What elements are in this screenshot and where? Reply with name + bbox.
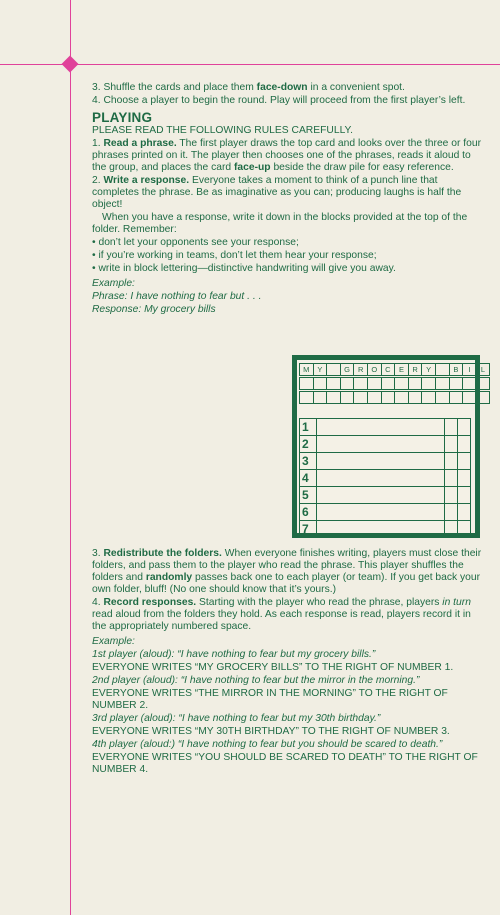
response-row xyxy=(299,469,471,487)
letter-block: O xyxy=(367,363,382,376)
step-number: 2. xyxy=(92,175,104,186)
example-writes: EVERYONE WRITES “MY GROCERY BILLS” TO THE RIGHT OF NUMBER 1. xyxy=(92,662,454,673)
text: 3. Shuffle the cards and place them xyxy=(92,82,257,93)
margin-guide-vertical xyxy=(70,0,71,915)
example-aloud: 2nd player (aloud): “I have nothing to fear but the mirror in the morning.” xyxy=(92,675,420,686)
letter-block xyxy=(435,363,450,376)
bold-text: randomly xyxy=(145,572,193,583)
section-heading-playing: PLAYING xyxy=(92,110,153,125)
row-number: 3 xyxy=(302,454,309,468)
letter-block: Y xyxy=(313,363,328,376)
text: When everyone finishes writing, players must close their folders, and pass them to the player who read the phrase. This player shuffles the folders and xyxy=(92,548,482,583)
step-title: Read a phrase. xyxy=(103,138,177,149)
response-folder-illustration xyxy=(292,355,486,538)
text: passes back one to each player (or team). If you get back your own folder, bluff! (No one should know that it’s yours.) xyxy=(92,572,481,595)
response-row xyxy=(299,435,471,453)
text: read aloud from the folders they hold. As each response is read, players record it in the appropriately numbered space. xyxy=(92,609,471,632)
row-number: 2 xyxy=(302,437,309,451)
response-row xyxy=(299,452,471,470)
response-row xyxy=(299,486,471,504)
example-writes: EVERYONE WRITES “THE MIRROR IN THE MORNING” TO THE RIGHT OF NUMBER 2. xyxy=(92,688,448,711)
row-number: 6 xyxy=(302,505,309,519)
text: in a convenient spot. xyxy=(307,82,405,93)
example-aloud: 4th player (aloud:) “I have nothing to fear but you should be scared to death.” xyxy=(92,739,443,750)
bullet-item: • don’t let your opponents see your response; xyxy=(92,237,482,249)
letter-block: B xyxy=(449,363,464,376)
bullet-item: • write in block lettering—distinctive handwriting will give you away. xyxy=(92,263,482,275)
bold-text: face-up xyxy=(233,162,271,173)
step-title: Record responses. xyxy=(103,597,197,608)
folder-sheet xyxy=(297,360,486,536)
letter-block: Y xyxy=(421,363,436,376)
playing-step-2-para: When you have a response, write it down in the blocks provided at the top of the folder. Remember: xyxy=(92,212,468,235)
text: beside the draw pile for easy reference. xyxy=(270,162,454,173)
setup-step-4: 4. Choose a player to begin the round. Play will proceed from the first player’s left. xyxy=(92,95,466,106)
response-row xyxy=(299,418,471,436)
playing-step-2 xyxy=(92,175,482,211)
text: The first player draws the top card and looks over the three or four phrases printed on it. The player then chooses one of the phrases, reads it aloud to the group, and places the card xyxy=(92,138,482,173)
example-writes: EVERYONE WRITES “YOU SHOULD BE SCARED TO DEATH” TO THE RIGHT OF NUMBER 4. xyxy=(92,752,478,775)
step-number: 4. xyxy=(92,597,104,608)
example-aloud: 3rd player (aloud): “I have nothing to fear but my 30th birthday.” xyxy=(92,713,381,724)
step-3-redistribute xyxy=(92,548,482,596)
step-number: 1. xyxy=(92,138,104,149)
row-number: 4 xyxy=(302,471,309,485)
letter-block: G xyxy=(340,363,355,376)
example-phrase: Phrase: I have nothing to fear but . . . xyxy=(92,291,262,302)
letter-block: C xyxy=(381,363,396,376)
letter-block: M xyxy=(299,363,314,376)
letter-block: R xyxy=(353,363,368,376)
text: Everyone takes a moment to think of a punch line that completes the phrase. Be as imaginative as you can; producing laughs is half the object! xyxy=(92,175,462,210)
letter-block: R xyxy=(408,363,423,376)
row-number: 7 xyxy=(302,522,309,536)
numbered-response-rows xyxy=(299,418,471,537)
italic-text: in turn xyxy=(442,597,471,608)
response-row xyxy=(299,503,471,521)
notice: PLEASE READ THE FOLLOWING RULES CAREFULLY. xyxy=(92,125,353,136)
letter-block: I xyxy=(462,363,477,376)
example-label: Example: xyxy=(92,278,135,289)
example-aloud: 1st player (aloud): “I have nothing to fear but my grocery bills.” xyxy=(92,649,376,660)
response-letter-blocks xyxy=(299,363,489,376)
response-row xyxy=(299,520,471,538)
playing-step-1 xyxy=(92,138,482,174)
text: Starting with the player who read the phrase, players xyxy=(196,597,443,608)
blank-letter-row xyxy=(299,377,489,390)
step-title: Redistribute the folders. xyxy=(103,548,222,559)
step-title: Write a response. xyxy=(103,175,190,186)
letter-block xyxy=(326,363,341,376)
step-4-record xyxy=(92,597,482,633)
example-label: Example: xyxy=(92,636,135,647)
example-response: Response: My grocery bills xyxy=(92,304,216,315)
rules-section-setup-and-playing xyxy=(92,82,482,317)
example-writes: EVERYONE WRITES “MY 30TH BIRTHDAY” TO THE RIGHT OF NUMBER 3. xyxy=(92,726,450,737)
bullet-item: • if you’re working in teams, don’t let them hear your response; xyxy=(92,250,482,262)
row-number: 5 xyxy=(302,488,309,502)
letter-block: E xyxy=(394,363,409,376)
bold-text: face-down xyxy=(256,82,308,93)
rules-section-responses xyxy=(92,548,482,777)
blank-letter-row xyxy=(299,391,489,404)
row-number: 1 xyxy=(302,420,309,434)
letter-block: L xyxy=(476,363,491,376)
registration-diamond-icon xyxy=(62,56,79,73)
step-number: 3. xyxy=(92,548,104,559)
setup-step-3 xyxy=(92,82,482,94)
